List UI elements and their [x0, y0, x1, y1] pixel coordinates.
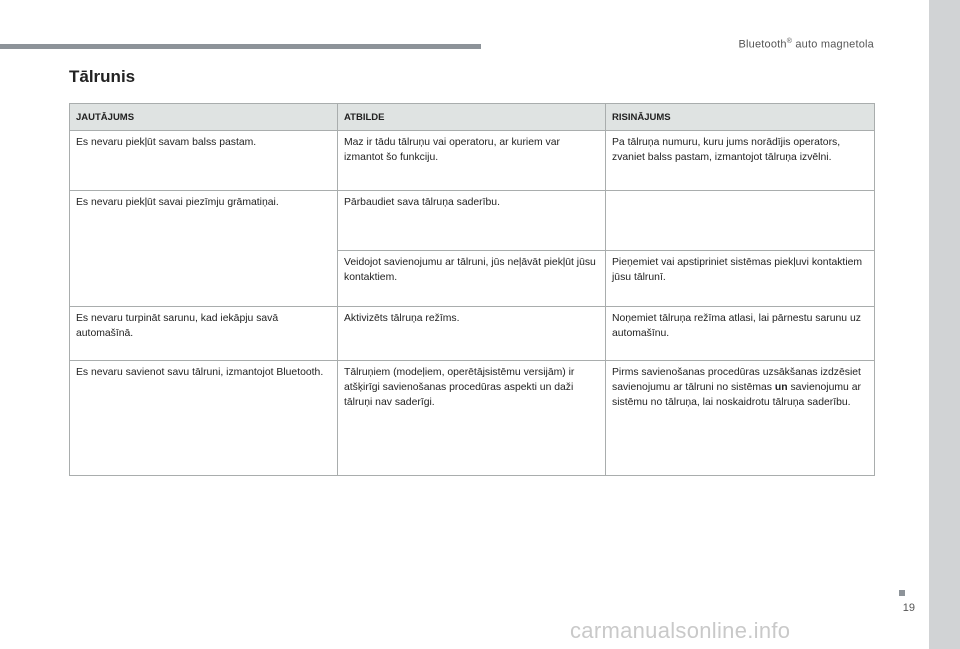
- table-row: [70, 361, 875, 476]
- page-title: Tālrunis: [69, 67, 136, 86]
- watermark: carmanualsonline.info: [570, 618, 791, 643]
- answer-cell: Tālruņiem (modeļiem, operētājsistēmu versijām) ir atšķirīgi savienošanas procedūras aspekti un daži tālruņi nav saderīgi.: [338, 361, 606, 476]
- answer-cell: Aktivizēts tālruņa režīms.: [338, 307, 606, 361]
- section-title: Bluetooth: [738, 38, 787, 51]
- question-cell: Es nevaru savienot savu tālruni, izmantojot Bluetooth.: [70, 361, 338, 476]
- table-row: [70, 131, 875, 191]
- troubleshooting-table: [69, 103, 875, 476]
- answer-cell: Maz ir tādu tālruņu vai operatoru, ar kuriem var izmantot šo funkciju.: [338, 131, 606, 191]
- solution-emphasis: un: [774, 382, 788, 393]
- question-cell: Es nevaru piekļūt savam balss pastam.: [70, 131, 338, 191]
- answer-cell: Pārbaudiet sava tālruņa saderību.: [338, 191, 606, 251]
- table-header-row: [70, 104, 875, 131]
- header-question: JAUTĀJUMS: [70, 104, 338, 131]
- solution-cell: [606, 191, 875, 251]
- header-solution: RISINĀJUMS: [606, 104, 875, 131]
- solution-cell: Pa tālruņa numuru, kuru jums norādījis operators, zvaniet balss pastam, izmantojot tālruņa izvēlni.: [606, 131, 875, 191]
- table-row: [70, 191, 875, 251]
- section-header: [738, 38, 874, 51]
- solution-cell: [606, 361, 875, 476]
- top-rule: [0, 44, 481, 49]
- registered-mark: ®: [786, 38, 793, 45]
- table-row: [70, 307, 875, 361]
- question-cell: Es nevaru turpināt sarunu, kad iekāpju savā automašīnā.: [70, 307, 338, 361]
- solution-text: savienojumu ar sistēmu no tālruņa, lai noskaidrotu tālruņa saderību.: [612, 382, 861, 408]
- right-side-band: [929, 0, 960, 649]
- header-answer: ATBILDE: [338, 104, 606, 131]
- solution-text: Pirms savienošanas procedūras uzsākšanas izdzēsiet savienojumu ar tālruni no sistēmas: [612, 367, 861, 393]
- footer-marker: [899, 590, 905, 596]
- question-cell: Es nevaru piekļūt savai piezīmju grāmatiņai.: [70, 191, 338, 307]
- solution-cell: Pieņemiet vai apstipriniet sistēmas piekļuvi kontaktiem jūsu tālrunī.: [606, 251, 875, 307]
- section-subtitle: auto magnetola: [792, 38, 874, 51]
- page-number: 19: [902, 602, 915, 614]
- solution-cell: Noņemiet tālruņa režīma atlasi, lai pārnestu sarunu uz automašīnu.: [606, 307, 875, 361]
- answer-cell: Veidojot savienojumu ar tālruni, jūs neļāvāt piekļūt jūsu kontaktiem.: [338, 251, 606, 307]
